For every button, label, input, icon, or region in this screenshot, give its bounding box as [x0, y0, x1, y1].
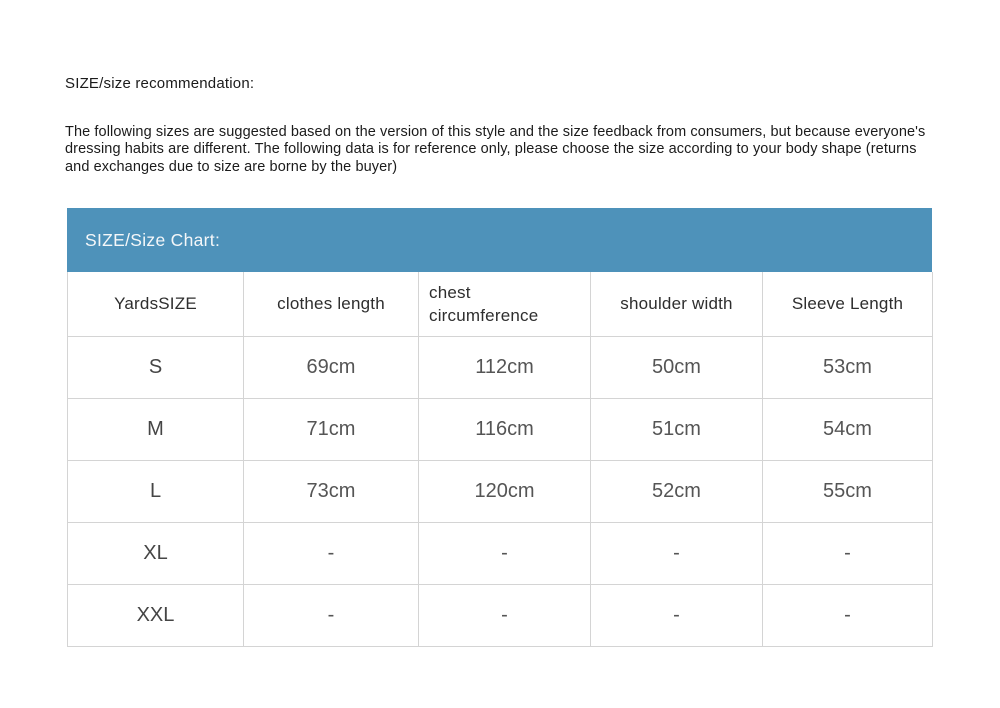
- column-header-size: YardsSIZE: [68, 272, 244, 337]
- sleeve-length-value: 55cm: [763, 461, 933, 523]
- size-label: L: [68, 461, 244, 523]
- sleeve-length-value: 53cm: [763, 337, 933, 399]
- column-header-sleeve-length: Sleeve Length: [763, 272, 933, 337]
- size-label: XL: [68, 523, 244, 585]
- table-row-m: [68, 399, 933, 461]
- clothes-length-value: -: [244, 585, 419, 647]
- shoulder-width-value: -: [591, 523, 763, 585]
- table-row-xl: [68, 523, 933, 585]
- size-recommendation-text: The following sizes are suggested based on the version of this style and the size feedback from consumers, but because everyone's dressing habits are different. The following data is for reference only, please choose the size according to your body shape (returns and exchanges due to size are borne by the buyer): [65, 124, 926, 175]
- sleeve-length-value: 54cm: [763, 399, 933, 461]
- clothes-length-value: 71cm: [244, 399, 419, 461]
- size-label: S: [68, 337, 244, 399]
- size-label: XXL: [68, 585, 244, 647]
- column-header-shoulder-width: shoulder width: [591, 272, 763, 337]
- size-chart-title: SIZE/Size Chart:: [85, 229, 221, 250]
- table-row-xxl: [68, 585, 933, 647]
- header-row: [68, 272, 933, 337]
- column-header-chest-label: chest circumference: [429, 283, 539, 325]
- clothes-length-value: 73cm: [244, 461, 419, 523]
- page-title: SIZE/size recommendation:: [65, 75, 255, 92]
- shoulder-width-value: 50cm: [591, 337, 763, 399]
- clothes-length-value: -: [244, 523, 419, 585]
- shoulder-width-value: 52cm: [591, 461, 763, 523]
- shoulder-width-value: -: [591, 585, 763, 647]
- size-chart-title-bar: [67, 208, 932, 272]
- shoulder-width-value: 51cm: [591, 399, 763, 461]
- chest-circumference-value: 116cm: [419, 399, 591, 461]
- size-label: M: [68, 399, 244, 461]
- table-row-s: [68, 337, 933, 399]
- chest-circumference-value: -: [419, 585, 591, 647]
- table-row-l: [68, 461, 933, 523]
- sleeve-length-value: -: [763, 523, 933, 585]
- chest-circumference-value: 112cm: [419, 337, 591, 399]
- size-chart-table: [67, 272, 933, 647]
- column-header-chest-circumference: [419, 272, 591, 337]
- column-header-clothes-length: clothes length: [244, 272, 419, 337]
- chest-circumference-value: 120cm: [419, 461, 591, 523]
- clothes-length-value: 69cm: [244, 337, 419, 399]
- sleeve-length-value: -: [763, 585, 933, 647]
- chest-circumference-value: -: [419, 523, 591, 585]
